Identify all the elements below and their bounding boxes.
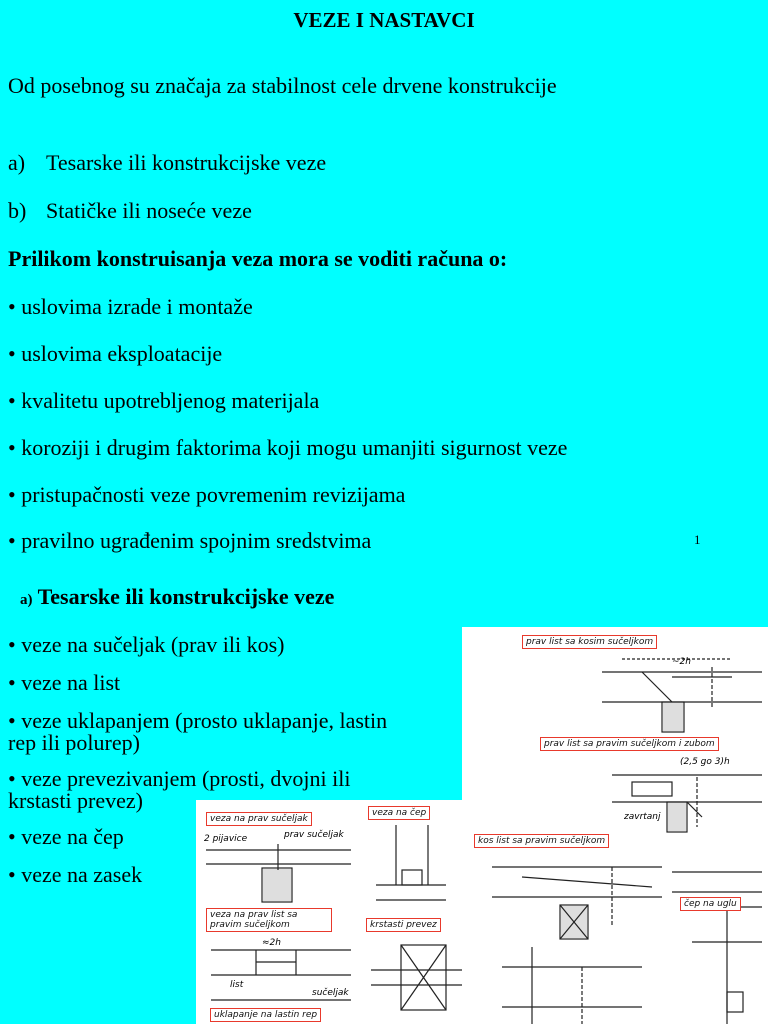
joint-type-item: • veze na list — [8, 670, 121, 695]
diagram-label: kos list sa pravim sučeljkom — [474, 834, 609, 848]
diagram-label: prav list sa kosim sučeljkom — [522, 635, 657, 649]
dimension-annotation: zavrtanj — [624, 812, 661, 822]
drawing-annotation: list — [230, 980, 244, 990]
intro-text: Od posebnog su značaja za stabilnost cele drvene konstrukcije — [8, 73, 557, 98]
joint-drawings-right — [462, 627, 768, 1024]
type-item-b — [8, 198, 252, 224]
type-text: Statičke ili noseće veze — [46, 198, 252, 223]
joint-type-item: • veze na sučeljak (prav ili kos) — [8, 632, 285, 657]
section-label: a) — [20, 592, 33, 608]
consideration-item: • koroziji i drugim faktorima koji mogu umanjiti sigurnost veze — [8, 435, 568, 460]
type-label: a) — [8, 150, 26, 175]
consideration-item: • uslovima izrade i montaže — [8, 294, 253, 319]
dimension-annotation: ~2h — [672, 657, 691, 667]
type-label: b) — [8, 198, 27, 223]
drawing-annotation: prav sučeljak — [284, 830, 344, 840]
diagram-label: krstasti prevez — [366, 918, 441, 932]
joint-drawings-right-svg — [462, 627, 768, 1024]
section-title: Tesarske ili konstrukcijske veze — [37, 584, 335, 609]
consideration-item: • pravilno ugrađenim spojnim sredstvima — [8, 528, 372, 553]
diagram-label: veza na čep — [368, 806, 430, 820]
diagram-label: veza na prav sučeljak — [206, 812, 312, 826]
section-a-heading — [20, 584, 334, 610]
dimension-annotation: (2,5 go 3)h — [680, 757, 730, 767]
type-item-a — [8, 150, 326, 176]
joint-type-item: • veze na zasek — [8, 862, 143, 887]
joint-type-item: • veze na čep — [8, 824, 124, 849]
drawing-annotation: ≈2h — [262, 938, 281, 948]
drawing-annotation: 2 pijavice — [204, 834, 248, 844]
consideration-item: • uslovima eksploatacije — [8, 341, 223, 366]
type-text: Tesarske ili konstrukcijske veze — [46, 150, 327, 175]
joint-drawings-left — [196, 800, 462, 1024]
page-title: VEZE I NASTAVCI — [293, 8, 475, 32]
drawing-annotation: sučeljak — [312, 988, 349, 998]
page-number: 1 — [694, 532, 701, 547]
joint-type-item: • veze uklapanjem (prosto uklapanje, lastin rep ili polurep) — [8, 708, 388, 755]
consideration-item: • kvalitetu upotrebljenog materijala — [8, 388, 320, 413]
considerations-heading: Prilikom konstruisanja veza mora se voditi računa o: — [8, 246, 508, 271]
consideration-item: • pristupačnosti veze povremenim revizijama — [8, 482, 406, 507]
diagram-label: uklapanje na lastin rep — [210, 1008, 321, 1022]
joint-type-item: • veze prevezivanjem (prosti, dvojni ili krstasti prevez) — [8, 766, 351, 813]
diagram-label: prav list sa pravim sučeljkom i zubom — [540, 737, 719, 751]
diagram-label: veza na prav list sa pravim sučeljkom — [206, 908, 332, 932]
diagram-label: čep na uglu — [680, 897, 741, 911]
